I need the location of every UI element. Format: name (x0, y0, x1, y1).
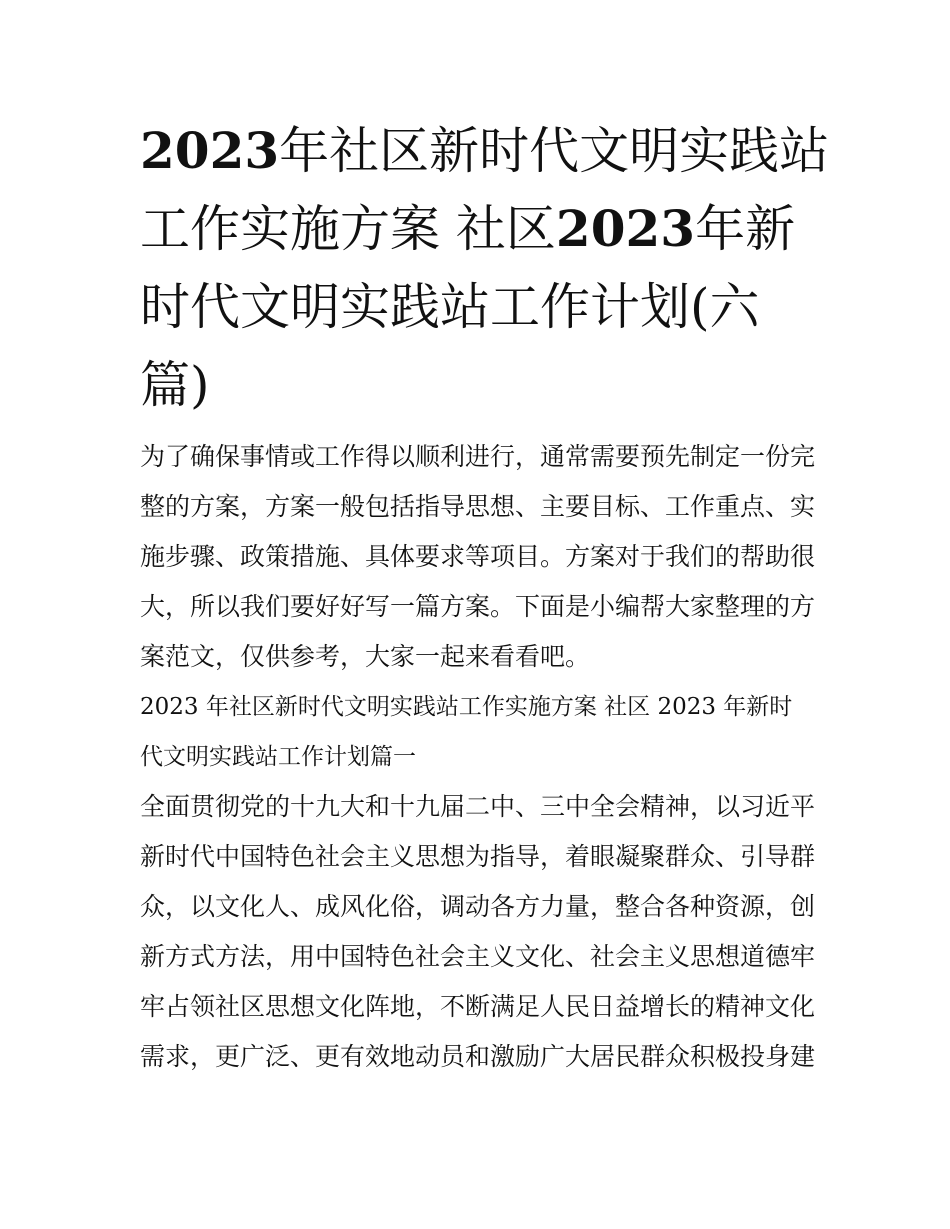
title-year: 2023 (140, 121, 280, 180)
paragraph-line: 需求，更广泛、更有效地动员和激励广大居民群众积极投身建 (140, 1042, 816, 1071)
title-line (140, 112, 830, 190)
section-subtitle-line: 2023 年社区新时代文明实践站工作实施方案 社区 2023 年新时 (140, 694, 793, 720)
paragraph-line: 全面贯彻党的十九大和十九届二中、三中全会精神，以习近平 (140, 792, 816, 821)
intro-line: 案范文，仅供参考，大家一起来看看吧。 (140, 642, 591, 671)
paragraph-line: 牢占领社区思想文化阵地，不断满足人民日益增长的精神文化 (140, 992, 816, 1021)
title-line (140, 268, 820, 346)
title-text: 年社区新时代文明实践站 (279, 122, 830, 180)
title-text: 年新 (695, 200, 796, 258)
paragraph-line: 众，以文化人、成风化俗，调动各方力量，整合各种资源，创 (140, 892, 816, 921)
title-line (140, 190, 820, 268)
paragraph-line: 新方式方法，用中国特色社会主义文化、社会主义思想道德牢 (140, 942, 816, 971)
paragraph-line: 新时代中国特色社会主义思想为指导，着眼凝聚群众、引导群 (140, 842, 816, 871)
title-text: 篇) (140, 356, 210, 414)
intro-line: 整的方案，方案一般包括指导思想、主要目标、工作重点、实 (140, 492, 816, 521)
title-text: 时代文明实践站工作计划(六 (140, 278, 760, 336)
section-subtitle-line: 代文明实践站工作计划篇一 (140, 744, 416, 770)
title-line (140, 346, 820, 424)
intro-line: 施步骤、政策措施、具体要求等项目。方案对于我们的帮助很 (140, 542, 816, 571)
document-body (140, 432, 820, 1082)
intro-line: 大，所以我们要好好写一篇方案。下面是小编帮大家整理的方 (140, 592, 816, 621)
intro-line: 为了确保事情或工作得以顺利进行，通常需要预先制定一份完 (140, 442, 816, 471)
title-text: 工作实施方案 社区 (140, 200, 556, 258)
title-year: 2023 (555, 199, 696, 258)
document-title (140, 112, 830, 424)
